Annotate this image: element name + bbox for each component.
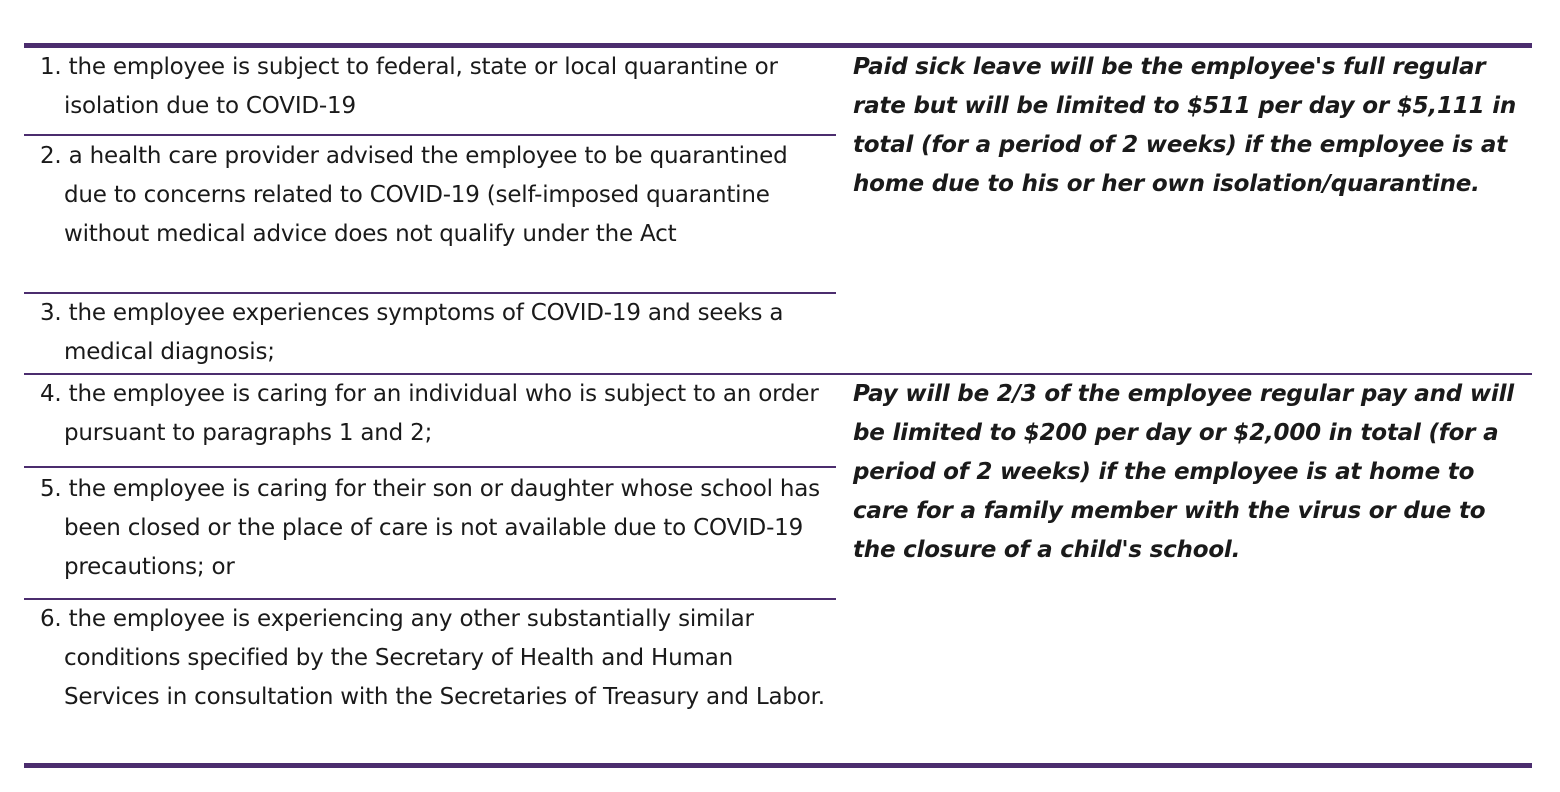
- row-divider: [24, 134, 836, 136]
- row-text: the employee experiences symptoms of COVID-19 and seeks a medical diagnosis;: [64, 300, 784, 365]
- row-text: the employee is subject to federal, state or local quarantine or isolation due to COVID-19: [64, 54, 778, 119]
- table-row-1: [40, 48, 830, 126]
- table-row-5: [40, 470, 830, 587]
- row-number: 5.: [40, 476, 62, 502]
- row-number: 2.: [40, 143, 62, 169]
- row-number: 1.: [40, 54, 62, 80]
- pay-note-own-quarantine: Paid sick leave will be the employee's full regular rate but will be limited to $511 per day or $5,111 in total (for a period of 2 weeks) if the employee is at home due to his or her own isolation/quarantine.: [853, 54, 1517, 197]
- table-bottom-rule: [24, 763, 1532, 768]
- table-row-3: [40, 294, 830, 372]
- row-text: the employee is experiencing any other substantially similar conditions specified by the Secretary of Health and Human Services in consultation with the Secretaries of Treasury and Labor.: [64, 606, 825, 710]
- table-row-2: [40, 137, 830, 254]
- table-row-6: [40, 600, 830, 717]
- row-number: 6.: [40, 606, 62, 632]
- pay-note-family-care: Pay will be 2/3 of the employee regular pay and will be limited to $200 per day or $2,000 in total (for a period of 2 weeks) if the employee is at home to care for a family member with the virus or due to the closure of a child's school.: [853, 381, 1514, 563]
- row-text: the employee is caring for an individual who is subject to an order pursuant to paragraphs 1 and 2;: [64, 381, 819, 446]
- row-text: the employee is caring for their son or daughter whose school has been closed or the place of care is not available due to COVID-19 precautions; or: [64, 476, 820, 580]
- row-number: 4.: [40, 381, 62, 407]
- row-divider: [24, 466, 836, 468]
- row-text: a health care provider advised the employee to be quarantined due to concerns related to COVID-19 (self-imposed quarantine without medical advice does not qualify under the Act: [64, 143, 788, 247]
- table-row-4: [40, 375, 830, 453]
- row-number: 3.: [40, 300, 62, 326]
